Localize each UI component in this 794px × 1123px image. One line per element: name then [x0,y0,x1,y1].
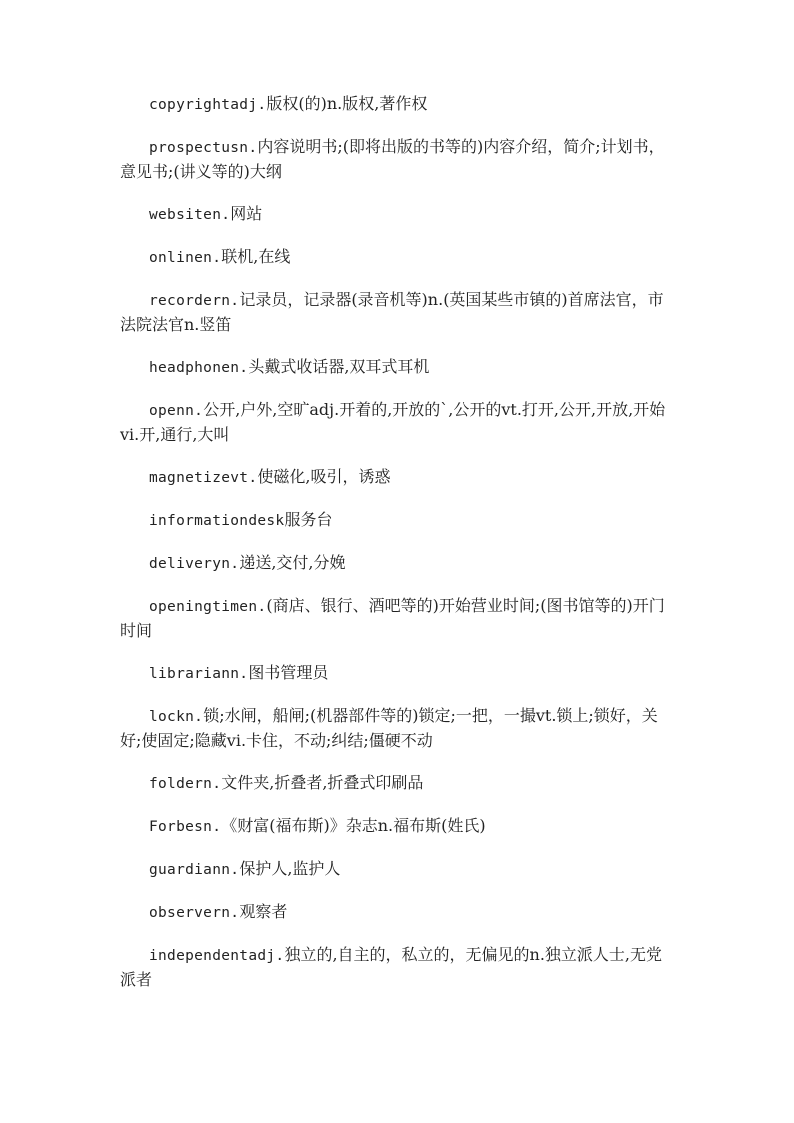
entry-definition: 《财富(福布斯)》杂志n.福布斯(姓氏) [221,816,486,835]
entry-word: onlinen. [149,250,222,266]
entry-definition: 网站 [230,204,263,223]
entry-word: openn. [149,403,204,419]
entry-definition: 文件夹,折叠者,折叠式印刷品 [221,773,424,792]
entry-word: lockn. [149,709,204,725]
entry-definition: 使磁化,吸引，诱惑 [257,467,391,486]
entry-word: magnetizevt. [149,470,258,486]
entry-word: headphonen. [149,360,249,376]
entry-word: openingtimen. [149,599,267,615]
entry-definition: 递送,交付,分娩 [239,553,346,572]
entry-headphone [120,355,672,380]
entry-definition: 头戴式收话器,双耳式耳机 [248,357,430,376]
entry-definition: 版权(的)n.版权,著作权 [266,94,428,113]
entry-definition: (商店、银行、酒吧等的)开始营业时间;(图书馆等的)开门时间 [120,596,665,640]
entry-prospectus [120,135,672,184]
entry-independent [120,943,672,992]
entry-word: librariann. [149,666,249,682]
entry-definition: 内容说明书;(即将出版的书等的)内容介绍，简介;计划书，意见书;(讲义等的)大纲 [120,137,665,181]
document-page [120,92,672,1010]
entry-lock [120,704,672,753]
entry-definition: 图书管理员 [248,663,329,682]
entry-definition: 联机,在线 [221,247,291,266]
entry-definition: 记录员，记录器(录音机等)n.(英国某些市镇的)首席法官，市法院法官n.竖笛 [120,290,664,334]
entry-librarian [120,661,672,686]
entry-copyright [120,92,672,117]
entry-website [120,202,672,227]
entry-definition: 锁;水闸，船闸;(机器部件等的)锁定;一把，一撮vt.锁上;锁好，关好;使固定;隐藏vi.卡住，不动;纠结;僵硬不动 [120,706,658,750]
entry-folder [120,771,672,796]
entry-word: guardiann. [149,862,240,878]
entry-magnetize [120,465,672,490]
entry-definition: 服务台 [284,510,333,529]
entry-informationdesk [120,508,672,533]
entry-definition: 观察者 [239,902,288,921]
entry-guardian [120,857,672,882]
entry-definition: 保护人,监护人 [239,859,341,878]
entry-definition: 独立的,自主的，私立的，无偏见的n.独立派人士,无党派者 [120,945,663,989]
entry-word: copyrightadj. [149,97,267,113]
entry-open [120,398,672,447]
entry-word: observern. [149,905,240,921]
entry-word: foldern. [149,776,222,792]
entry-observer [120,900,672,925]
entry-word: prospectusn. [149,140,258,156]
entry-delivery [120,551,672,576]
entry-openingtime [120,594,672,643]
entry-word: Forbesn. [149,819,222,835]
entry-forbes [120,814,672,839]
entry-word: recordern. [149,293,240,309]
entry-online [120,245,672,270]
entry-word: informationdesk [149,513,285,529]
entry-word: websiten. [149,207,231,223]
entry-definition: 公开,户外,空旷adj.开着的,开放的`,公开的vt.打开,公开,开放,开始vi.开,通行,大叫 [120,400,666,444]
entry-word: deliveryn. [149,556,240,572]
entry-word: independentadj. [149,948,285,964]
entry-recorder [120,288,672,337]
